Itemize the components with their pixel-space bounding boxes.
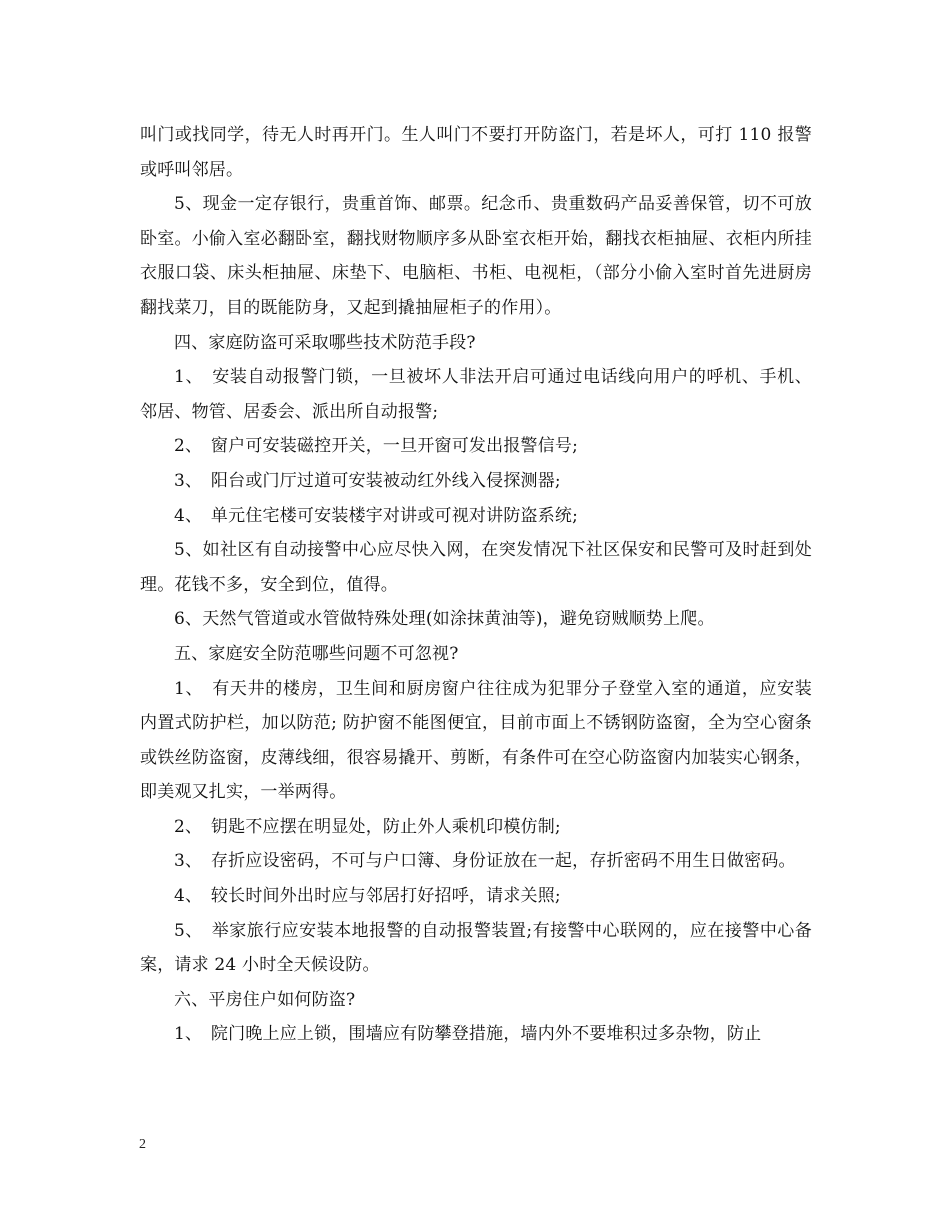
paragraph-bungalow-1: 1、 院门晚上应上锁，围墙应有防攀登措施，墙内外不要堆积过多杂物，防止 — [174, 1024, 762, 1045]
paragraph-tech-6: 6、天然气管道或水管做特殊处理(如涂抹黄油等)，避免窃贼顺势上爬。 — [174, 609, 715, 630]
section-heading-6: 六、平房住户如何防盗? — [174, 989, 356, 1010]
paragraph-safety-4: 4、 较长时间外出时应与邻居打好招呼，请求关照; — [174, 886, 561, 907]
paragraph-tech-4: 4、 单元住宅楼可安装楼宇对讲或可视对讲防盗系统; — [174, 505, 579, 526]
paragraph-tech-3: 3、 阳台或门厅过道可安装被动红外线入侵探测器; — [174, 470, 561, 491]
paragraph-tech-5: 5、如社区有自动接警中心应尽快入网，在突发情况下社区保安和民警可及时赶到处理。花钱不多，安全到位，值得。 — [140, 540, 812, 595]
paragraph-tech-2: 2、 窗户可安装磁控开关，一旦开窗可发出报警信号; — [174, 436, 579, 457]
paragraph-safety-3: 3、 存折应设密码，不可与户口簿、身份证放在一起，存折密码不用生日做密码。 — [174, 851, 796, 872]
paragraph-safety-2: 2、 钥匙不应摆在明显处，防止外人乘机印模仿制; — [174, 816, 561, 837]
body-text — [140, 118, 812, 1052]
paragraph-tech-1: 1、 安装自动报警门锁，一旦被坏人非法开启可通过电话线向用户的呼机、手机、邻居、物管、居委会、派出所自动报警; — [140, 367, 812, 422]
section-heading-4: 四、家庭防盗可采取哪些技术防范手段? — [174, 332, 476, 353]
page-number: 2 — [139, 1137, 146, 1152]
paragraph-safety-5: 5、 举家旅行应安装本地报警的自动报警装置;有接警中心联网的，应在接警中心备案，请求 24 小时全天候设防。 — [140, 920, 812, 976]
paragraph-safety-1: 1、 有天井的楼房，卫生间和厨房窗户往往成为犯罪分子登堂入室的通道，应安装内置式防护栏，加以防范; 防护窗不能图便宜，目前市面上不锈钢防盗窗，全为空心窗条或铁丝防盗窗，皮薄线细，很容易撬开、剪断，有条件可在空心防盗窗内加装实心钢条，即美观又扎实，一举两得。 — [140, 678, 812, 803]
paragraph-continuation: 叫门或找同学，待无人时再开门。生人叫门不要打开防盗门，若是坏人，可打 110 报警或呼叫邻居。 — [140, 125, 812, 180]
paragraph-item-5-cash: 5、现金一定存银行，贵重首饰、邮票。纪念币、贵重数码产品妥善保管，切不可放卧室。小偷入室必翻卧室，翻找财物顺序多从卧室衣柜开始，翻找衣柜抽屉、衣柜内所挂衣服口袋、床头柜抽屉、床垫下、电脑柜、书柜、电视柜，（部分小偷入室时首先进厨房翻找菜刀，目的既能防身，又起到撬抽屉柜子的作用）。 — [140, 194, 812, 318]
section-heading-5: 五、家庭安全防范哪些问题不可忽视? — [174, 643, 459, 664]
